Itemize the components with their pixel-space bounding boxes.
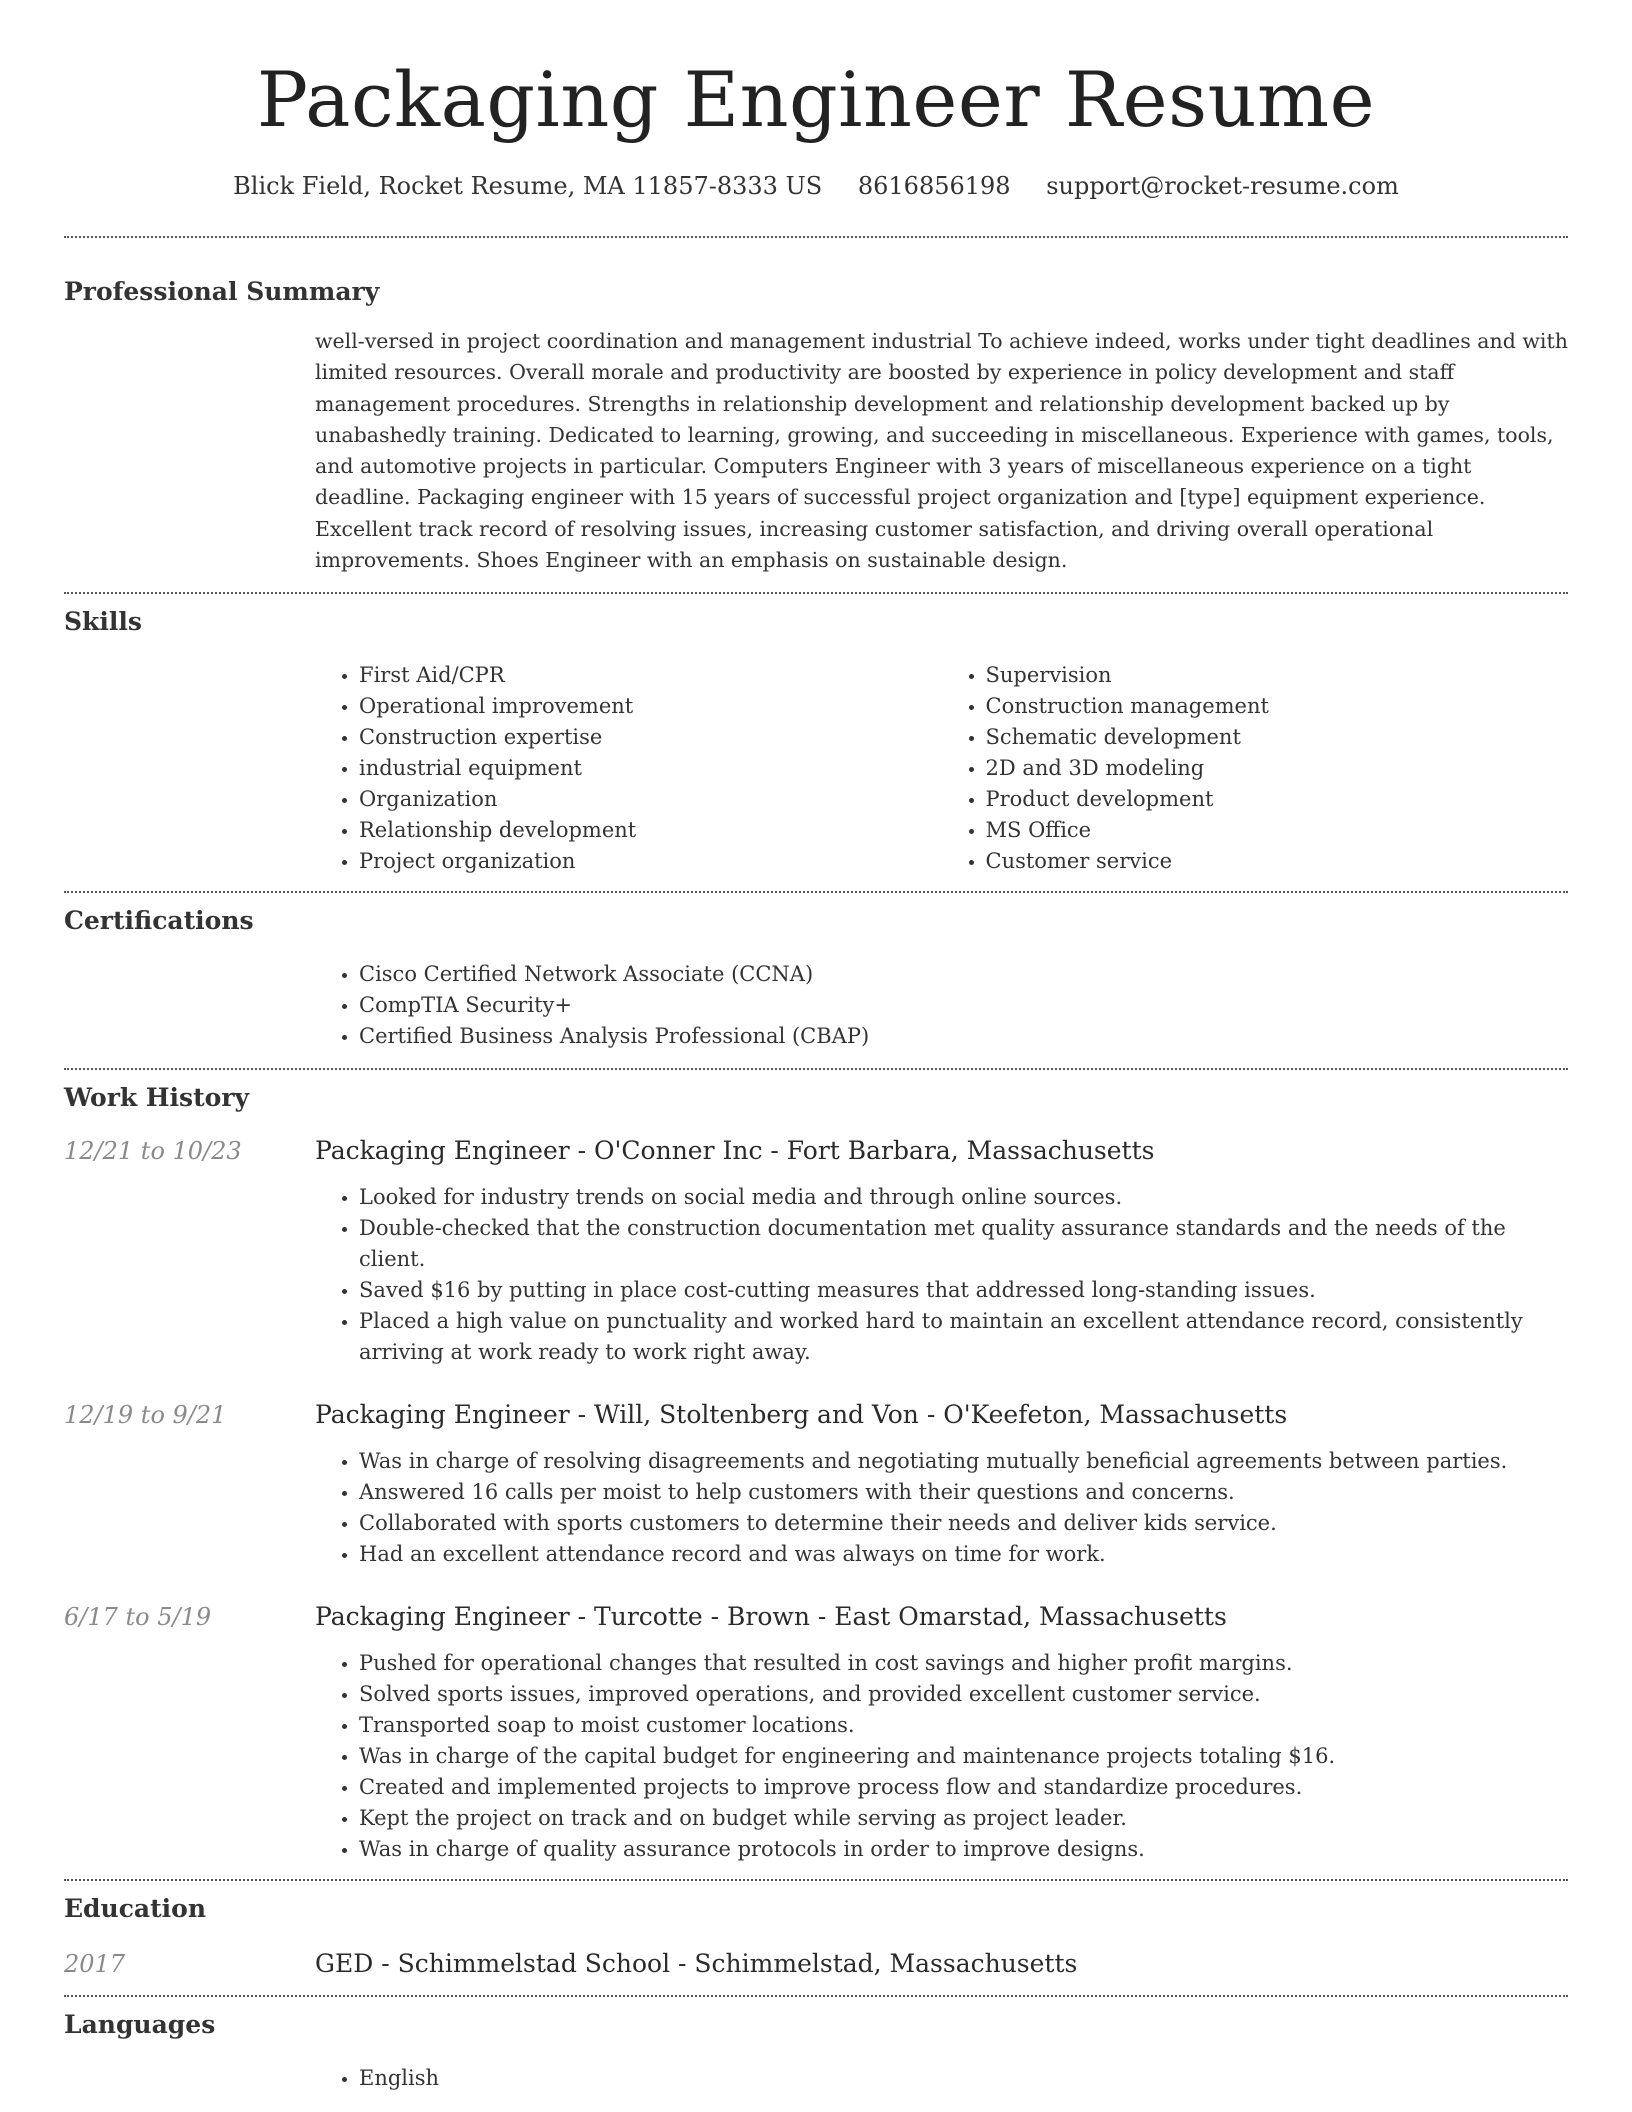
job-bullets — [315, 1648, 1568, 1865]
job-bullet: • Was in charge of the capital budget for engineering and maintenance projects totaling $16. — [359, 1741, 1568, 1772]
job-bullet: • Had an excellent attendance record and was always on time for work. — [359, 1539, 1568, 1570]
job-dates: 12/19 to 9/21 — [64, 1401, 227, 1430]
skill-item: • First Aid/CPR — [359, 660, 942, 691]
skill-item: • Construction expertise — [359, 722, 942, 753]
job-bullet: • Created and implemented projects to improve process flow and standardize procedures. — [359, 1772, 1568, 1803]
job-entry — [64, 1600, 1568, 1865]
certifications-list — [315, 959, 1568, 1052]
job-heading: Packaging Engineer - Will, Stoltenberg and Von - O'Keefeton, Massachusetts — [315, 1400, 1288, 1430]
job-bullets — [315, 1446, 1568, 1570]
job-bullet: • Was in charge of resolving disagreements and negotiating mutually beneficial agreements between parties. — [359, 1446, 1568, 1477]
job-bullet: • Solved sports issues, improved operations, and provided excellent customer service. — [359, 1679, 1568, 1710]
resume-title: Packaging Engineer Resume — [256, 55, 1376, 144]
resume-page — [64, 0, 1568, 2094]
skill-item: • Construction management — [986, 691, 1569, 722]
skill-item: • industrial equipment — [359, 753, 942, 784]
contact-line — [64, 170, 1568, 202]
job-entry — [64, 1134, 1568, 1368]
skill-item: • Supervision — [986, 660, 1569, 691]
job-bullet: • Placed a high value on punctuality and worked hard to maintain an excellent attendance record, consistently arriving at work ready to work right away. — [359, 1306, 1568, 1368]
education-title: Education — [64, 1894, 207, 1924]
languages-section — [64, 1997, 1568, 2094]
skill-item: • Product development — [986, 784, 1569, 815]
skill-item: • Schematic development — [986, 722, 1569, 753]
job-heading: Packaging Engineer - O'Conner Inc - Fort Barbara, Massachusetts — [315, 1136, 1155, 1166]
work-title: Work History — [64, 1083, 250, 1113]
job-body — [315, 1182, 1568, 1368]
job-dates: 6/17 to 5/19 — [64, 1603, 212, 1632]
skill-item: • Operational improvement — [359, 691, 942, 722]
job-entry — [64, 1398, 1568, 1570]
languages-list — [315, 2063, 1568, 2094]
skills-title: Skills — [64, 607, 142, 637]
certifications-title: Certifications — [64, 906, 254, 936]
education-entry — [64, 1947, 1568, 1981]
languages-body — [315, 2063, 1568, 2094]
job-header — [64, 1600, 1568, 1634]
summary-title: Professional Summary — [64, 277, 380, 306]
language-item: • English — [359, 2063, 1568, 2094]
job-heading: Packaging Engineer - Turcotte - Brown - East Omarstad, Massachusetts — [315, 1602, 1227, 1632]
skill-item: • Project organization — [359, 846, 942, 877]
job-header — [64, 1134, 1568, 1168]
certifications-section — [64, 893, 1568, 1052]
job-bullet: • Transported soap to moist customer locations. — [359, 1710, 1568, 1741]
certification-item: • CompTIA Security+ — [359, 990, 1568, 1021]
skills-left-list — [315, 660, 942, 877]
education-heading: GED - Schimmelstad School - Schimmelstad, Massachusetts — [315, 1949, 1078, 1979]
skills-section — [64, 594, 1568, 877]
job-body — [315, 1446, 1568, 1570]
job-bullet: • Answered 16 calls per moist to help customers with their questions and concerns. — [359, 1477, 1568, 1508]
skills-right-list — [942, 660, 1569, 877]
summary-body — [315, 326, 1568, 576]
skills-grid — [315, 660, 1568, 877]
skill-item: • Organization — [359, 784, 942, 815]
work-section — [64, 1070, 1568, 1865]
job-bullets — [315, 1182, 1568, 1368]
certification-item: • Cisco Certified Network Associate (CCNA) — [359, 959, 1568, 990]
skill-item: • Customer service — [986, 846, 1569, 877]
contact-address: Blick Field, Rocket Resume, MA 11857-8333 US — [233, 172, 823, 200]
certifications-body — [315, 959, 1568, 1052]
job-bullet: • Collaborated with sports customers to determine their needs and deliver kids service. — [359, 1508, 1568, 1539]
job-bullet: • Saved $16 by putting in place cost-cutting measures that addressed long-standing issues. — [359, 1275, 1568, 1306]
job-bullet: • Looked for industry trends on social media and through online sources. — [359, 1182, 1568, 1213]
skill-item: • Relationship development — [359, 815, 942, 846]
languages-title: Languages — [64, 2010, 216, 2040]
skill-item: • 2D and 3D modeling — [986, 753, 1569, 784]
job-bullet: • Double-checked that the construction documentation met quality assurance standards and the needs of the client. — [359, 1213, 1568, 1275]
job-header — [64, 1398, 1568, 1432]
job-bullet: • Was in charge of quality assurance protocols in order to improve designs. — [359, 1834, 1568, 1865]
certification-item: • Certified Business Analysis Professional (CBAP) — [359, 1021, 1568, 1052]
summary-section — [64, 238, 1568, 576]
contact-email: support@rocket-resume.com — [1046, 172, 1399, 200]
skill-item: • MS Office — [986, 815, 1569, 846]
contact-phone: 8616856198 — [857, 172, 1011, 200]
job-dates: 12/21 to 10/23 — [64, 1137, 242, 1166]
job-body — [315, 1648, 1568, 1865]
education-year: 2017 — [64, 1950, 126, 1979]
education-section — [64, 1881, 1568, 1981]
summary-text: well-versed in project coordination and management industrial To achieve indeed, works under tight deadlines and with limited resources. Overall morale and productivity are boosted by experience in policy development and staff management procedures. Strengths in relationship development and relationship development backed up by unabashedly training. Dedicated to learning, growing, and succeeding in miscellaneous. Experience with games, tools, and automotive projects in particular. Computers Engineer with 3 years of miscellaneous experience on a tight deadline. Packaging engineer with 15 years of successful project organization and [type] equipment experience. Excellent track record of resolving issues, increasing customer satisfaction, and driving overall operational improvements. Shoes Engineer with an emphasis on sustainable design. — [315, 329, 1568, 573]
job-bullet: • Pushed for operational changes that resulted in cost savings and higher profit margins. — [359, 1648, 1568, 1679]
job-bullet: • Kept the project on track and on budget while serving as project leader. — [359, 1803, 1568, 1834]
